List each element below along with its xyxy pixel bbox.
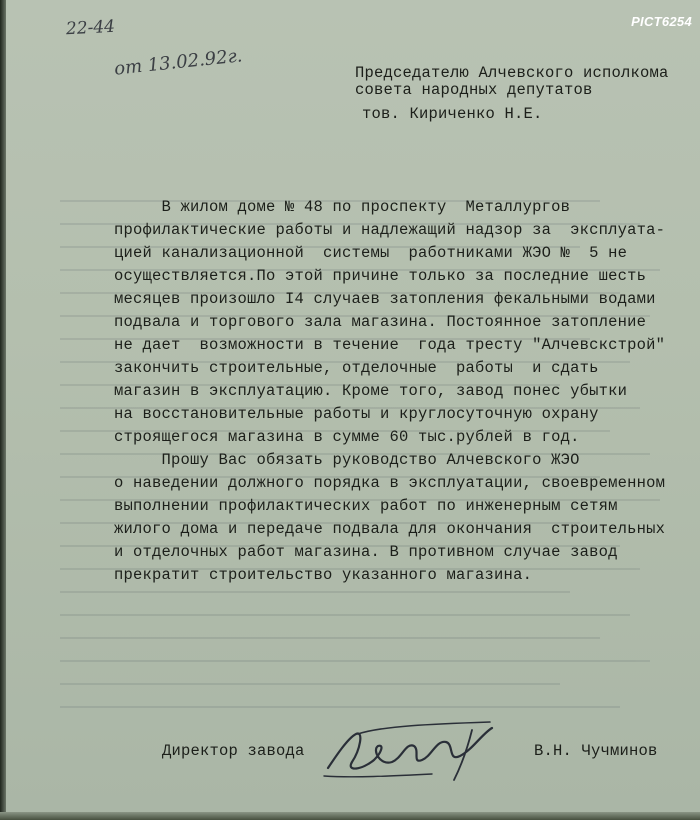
body-line: подвала и торгового зала магазина. Постоянное затопление xyxy=(114,313,647,331)
signature-title: Директор завода xyxy=(162,742,305,760)
body-line: закончить строительные, отделочные работы и сдать xyxy=(114,359,599,377)
body-line: выполнении профилактических работ по инженерным сетям xyxy=(114,497,618,515)
addressee-name: тов. Кириченко Н.Е. xyxy=(362,105,543,123)
photo-id-label: PICT6254 xyxy=(631,14,692,29)
handwritten-document-date: от 13.02.92г. xyxy=(113,45,244,80)
handwritten-signature xyxy=(322,716,512,786)
body-line: магазин в эксплуатацию. Кроме того, завод понес убытки xyxy=(114,382,628,400)
body-line: и отделочных работ магазина. В противном случае завод xyxy=(114,543,618,561)
body-line: строящегося магазина в сумме 60 тыс.рублей в год. xyxy=(114,428,580,446)
body-line: Прошу Вас обязать руководство Алчевского ЖЭО xyxy=(114,451,580,469)
page-edge-shadow xyxy=(0,0,6,820)
body-line: профилактические работы и надлежащий надзор за эксплуата- xyxy=(114,221,666,239)
page-bottom-edge xyxy=(0,812,700,820)
body-line: о наведении должного порядка в эксплуатации, своевременном xyxy=(114,474,666,492)
body-line: на восстановительные работы и круглосуточную охрану xyxy=(114,405,599,423)
body-line: прекратит строительство указанного магазина. xyxy=(114,566,533,584)
signer-name: В.Н. Чучминов xyxy=(534,742,658,760)
addressee-line: совета народных депутатов xyxy=(355,81,593,99)
handwritten-document-number: 22-44 xyxy=(65,16,116,40)
body-line: месяцев произошло I4 случаев затопления фекальными водами xyxy=(114,290,656,308)
body-line: В жилом доме № 48 по проспекту Металлургов xyxy=(114,198,571,216)
body-line: не дает возможности в течение года тресту "Алчевскстрой" xyxy=(114,336,666,354)
addressee-line: Председателю Алчевского исполкома xyxy=(355,64,669,82)
body-line: осуществляется.По этой причине только за последние шесть xyxy=(114,267,647,285)
body-line: цией канализационной системы работниками ЖЭО № 5 не xyxy=(114,244,628,262)
body-line: жилого дома и передаче подвала для окончания строительных xyxy=(114,520,666,538)
